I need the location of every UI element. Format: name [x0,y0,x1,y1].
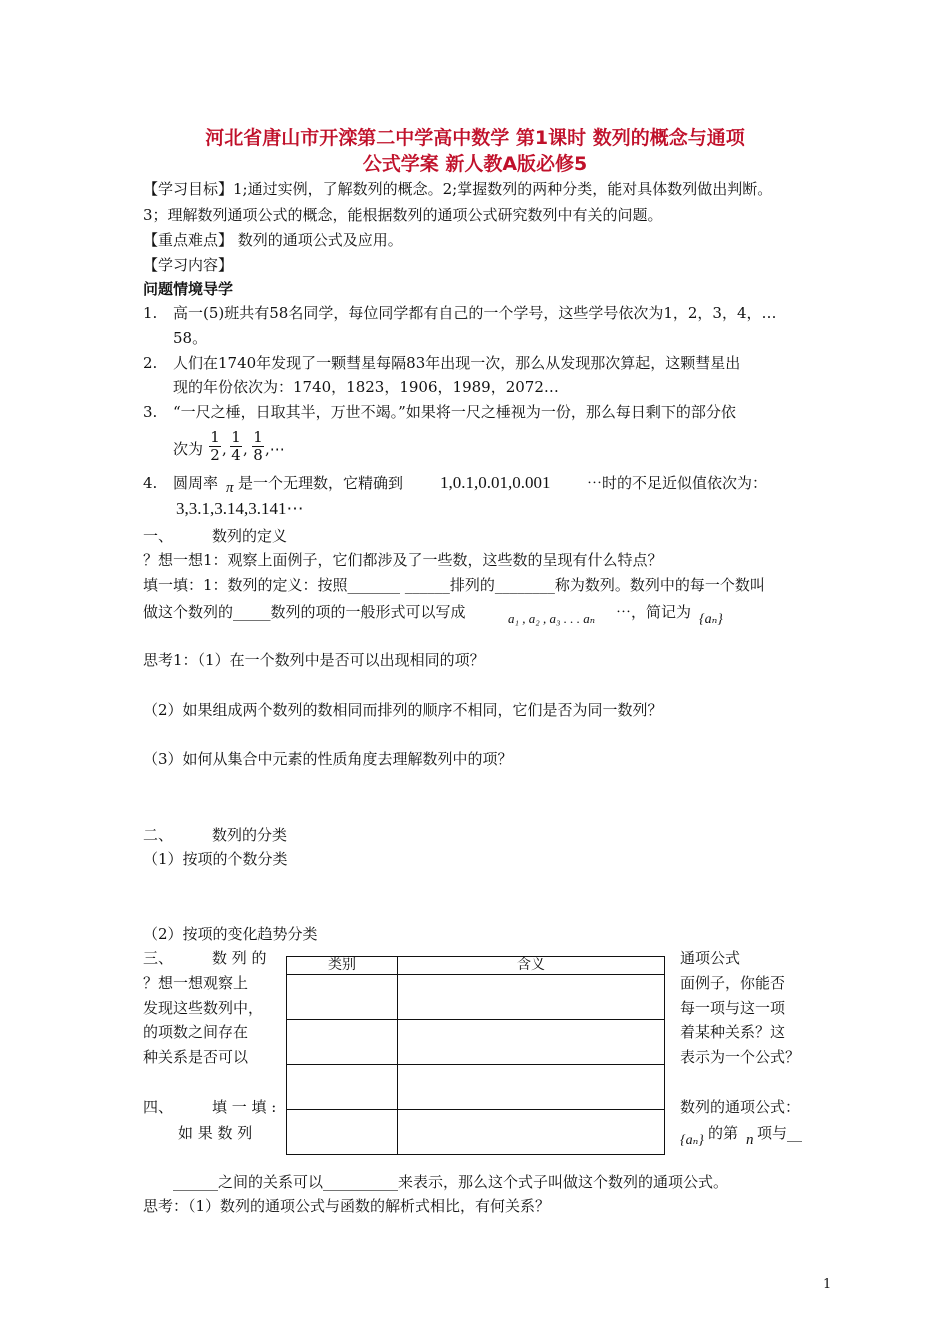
problem-2-line2: 现的年份依次为：1740，1823，1906，1989，2072… [173,378,559,396]
table-header-meaning: 含义 [398,957,665,975]
sequence-notation: {aₙ} [699,612,723,627]
general-term-definition: ______之间的关系可以__________来表示，那么这个式子叫做这个数列的通项公式。 [173,1173,729,1191]
content-header: 【学习内容】 [143,256,234,274]
table-cell[interactable] [398,975,665,1020]
n-symbol: n [746,1132,754,1148]
section-1-title: 数列的定义 [212,527,288,545]
section-2-number: 二、 [143,826,174,844]
fill-in-definition-tail: ⋯，简记为 [616,603,692,621]
section-3-left-line3: 发现这些数列中， [143,999,264,1017]
reflection-question-3: （3）如何从集合中元素的性质角度去理解数列中的项？ [143,750,513,768]
pi-symbol: π [226,480,234,496]
section-3-left-line5: 种关系是否可以 [143,1048,249,1066]
section-3-number: 三、 [143,949,174,967]
comma: , [243,440,248,458]
problem-4-text-c: ⋯时的不足近似值依次为： [587,474,768,492]
problem-3-number: 3. [143,403,158,421]
section-3-right-line5: 表示为一个公式？ [680,1048,801,1066]
page-title-line2: 公式学案 新人教A版必修5 [362,153,588,175]
section-3-right-line4: 着某种关系？这 [680,1023,786,1041]
problem-2-line1: 人们在1740年发现了一颗彗星每隔83年出现一次，那么从发现那次算起，这颗彗星出 [173,354,741,372]
precision-sequence: 1,0.1,0.01,0.001 [440,473,551,492]
section-3-right-line3: 每一项与这一项 [680,999,786,1017]
problem-4-text-b: 是一个无理数，它精确到 [238,474,404,492]
fraction-half: $\frac{1}{2}$ [210,428,220,464]
table-cell[interactable] [287,1065,398,1110]
sequence-notation: {aₙ} [680,1133,704,1148]
table-cell[interactable] [398,1065,665,1110]
section-1-number: 一、 [143,527,174,545]
key-points: 【重点难点】 数列的通项公式及应用。 [143,231,403,249]
table-cell[interactable] [287,975,398,1020]
think-prompt-1: ？想一想1：观察上面例子，它们都涉及了一些数，这些数的呈现有什么特点？ [143,551,663,569]
problem-3-line1: “一尺之棰，日取其半，万世不竭。”如果将一尺之棰视为一份，那么每日剩下的部分依 [173,403,736,421]
section-3-title: 数 列 的 [212,949,267,967]
table-header-category: 类别 [287,957,398,975]
section-4-right-line2-a: 的第 [708,1124,739,1142]
table-cell[interactable] [287,1020,398,1065]
section-2-title: 数列的分类 [212,826,288,844]
section-intro-heading: 问题情境导学 [143,280,234,298]
sequence-general-form: a₁ , a₂ , a₃ . . . aₙ [508,611,596,626]
ellipsis: ,⋯ [265,440,285,458]
problem-4-text-a: 圆周率 [173,474,219,492]
classification-table [286,956,665,1155]
section-4-title: 填 一 填 : [212,1098,277,1116]
learning-goals-line1: 【学习目标】1;通过实例，了解数列的概念。2;掌握数列的两种分类，能对具体数列做出判断。 [143,180,773,198]
fill-in-definition-line1: 填一填：1：数列的定义：按照_______ ______排列的________称为数列。数列中的每一个数叫 [143,576,765,594]
section-4-number: 四、 [143,1098,174,1116]
classification-by-count: （1）按项的个数分类 [143,850,288,868]
section-4-left-line2: 如 果 数 列 [178,1124,253,1142]
section-3-right-line1: 通项公式 [680,949,741,967]
fill-in-definition-line2: 做这个数列的_____数列的项的一般形式可以写成 [143,603,466,621]
pi-approximations: 3,3.1,3.14,3.141⋯ [176,499,304,518]
section-4-right-line1: 数列的通项公式： [680,1098,801,1116]
table-cell[interactable] [287,1110,398,1155]
fraction-eighth: $\frac{1}{8}$ [253,428,263,464]
reflection-function-relation: 思考：（1）数列的通项公式与函数的解析式相比，有何关系？ [143,1197,551,1215]
problem-4-number: 4. [143,474,158,492]
problem-1-line2: 58。 [173,329,208,347]
section-3-left-line4: 的项数之间存在 [143,1023,249,1041]
problem-2-number: 2. [143,354,158,372]
comma: , [222,440,227,458]
reflection-question-2: （2）如果组成两个数列的数相同而排列的顺序不相同，它们是否为同一数列？ [143,701,663,719]
learning-goals-line2: 3；理解数列通项公式的概念，能根据数列的通项公式研究数列中有关的问题。 [143,206,663,224]
section-4-right-line2-b: 项与__ [757,1124,803,1142]
section-3-right-line2: 面例子，你能否 [680,974,786,992]
problem-1-number: 1. [143,304,158,322]
table-cell[interactable] [398,1110,665,1155]
page-title-line1: 河北省唐山市开滦第二中学高中数学 第1课时 数列的概念与通项 [205,127,745,149]
problem-1-line1: 高一(5)班共有58名同学，每位同学都有自己的一个学号，这些学号依次为1，2，3，4，… [173,304,777,322]
reflection-question-1: 思考1：（1）在一个数列中是否可以出现相同的项？ [143,651,485,669]
problem-3-line2: 次为 [173,440,204,458]
fraction-quarter: $\frac{1}{4}$ [231,428,241,464]
classification-by-trend: （2）按项的变化趋势分类 [143,925,318,943]
table-cell[interactable] [398,1020,665,1065]
page-number: 1 [823,1277,832,1292]
section-3-left-line2: ？想一想观察上 [143,974,249,992]
